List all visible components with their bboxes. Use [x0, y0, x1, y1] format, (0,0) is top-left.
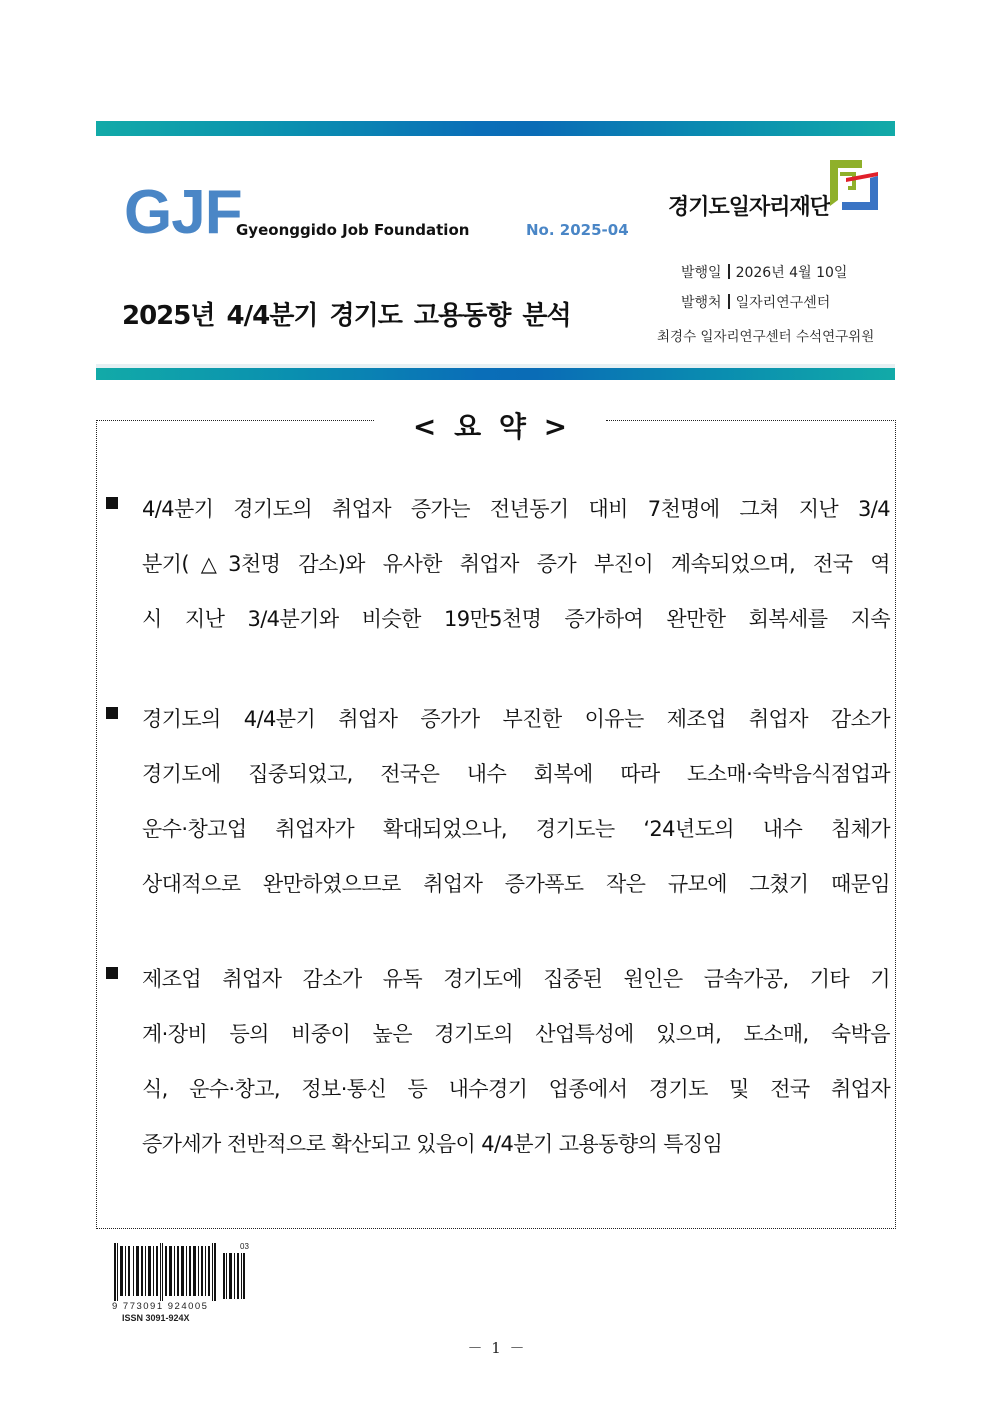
- bullet-line: 제조업 취업자 감소가 유독 경기도에 집중된 원인은 금속가공, 기타 기: [142, 967, 890, 991]
- bullet-line: 4/4분기 경기도의 취업자 증가는 전년동기 대비 7천명에 그쳐 지난 3/4: [142, 497, 890, 521]
- publish-date: [681, 262, 847, 282]
- bullet-line: 분기(△3천명 감소)와 유사한 취업자 증가 부진이 계속되었으며, 전국 역: [142, 552, 890, 576]
- publish-date-label: 발행일: [681, 265, 722, 281]
- issn-number: ISSN 3091-924X: [122, 1313, 190, 1323]
- gjf-logo-text: GJF: [124, 178, 242, 247]
- summary-border-top-left: [96, 420, 374, 421]
- bullet-line: 식, 운수·창고, 정보·통신 등 내수경기 업종에서 경기도 및 전국 취업자: [142, 1077, 890, 1101]
- bullet-line: 증가세가 전반적으로 확산되고 있음이 4/4분기 고용동향의 특징임: [142, 1132, 723, 1156]
- square-bullet-icon: [106, 967, 118, 979]
- bullet-line: 운수·창고업 취업자가 확대되었으나, 경기도는 ‘24년도의 내수 침체가: [142, 817, 890, 841]
- publish-date-value: 2026년 4월 10일: [735, 265, 848, 281]
- foundation-name: Gyeonggido Job Foundation: [236, 221, 470, 239]
- publisher: [681, 292, 830, 312]
- foundation-logo-icon: [826, 156, 882, 212]
- bullet-line: 경기도에 집중되었고, 전국은 내수 회복에 따라 도소매·숙박음식점업과: [142, 762, 890, 786]
- separator: [728, 294, 730, 309]
- square-bullet-icon: [106, 497, 118, 509]
- separator: [728, 264, 730, 279]
- bullet-line: 시 지난 3/4분기와 비슷한 19만5천명 증가하여 완만한 회복세를 지속: [142, 607, 890, 631]
- bullet-text: [142, 482, 890, 647]
- barcode-icon: [112, 1243, 267, 1301]
- bullet-text: [142, 692, 890, 912]
- summary-bullet-2: [106, 692, 890, 912]
- bullet-line: 계·장비 등의 비중이 높은 경기도의 산업특성에 있으며, 도소매, 숙박음: [142, 1022, 890, 1046]
- author: 최경수 일자리연구센터 수석연구위원: [657, 329, 875, 345]
- summary-border-top-right: [606, 420, 896, 421]
- publisher-label: 발행처: [681, 295, 722, 311]
- summary-bullet-3: [106, 952, 890, 1172]
- issue-number: No. 2025-04: [526, 221, 629, 239]
- publisher-value: 일자리연구센터: [735, 295, 831, 311]
- header-bottom-gradient-bar: [96, 368, 895, 380]
- page-number: － 1 －: [467, 1339, 525, 1357]
- report-title: 2025년 4/4분기 경기도 고용동향 분석: [122, 301, 571, 331]
- square-bullet-icon: [106, 707, 118, 719]
- summary-title: < 요 약 >: [412, 410, 568, 443]
- summary-bullet-1: [106, 482, 890, 647]
- barcode-addon-number: 03: [240, 1242, 249, 1251]
- header-top-gradient-bar: [96, 121, 895, 136]
- bullet-line: 경기도의 4/4분기 취업자 증가가 부진한 이유는 제조업 취업자 감소가: [142, 707, 890, 731]
- bullet-text: [142, 952, 890, 1172]
- barcode-digits: 9 773091 924005: [112, 1301, 209, 1312]
- bullet-line: 상대적으로 완만하였으므로 취업자 증가폭도 작은 규모에 그쳤기 때문임: [142, 872, 890, 896]
- org-name-korean: 경기도일자리재단: [668, 195, 831, 220]
